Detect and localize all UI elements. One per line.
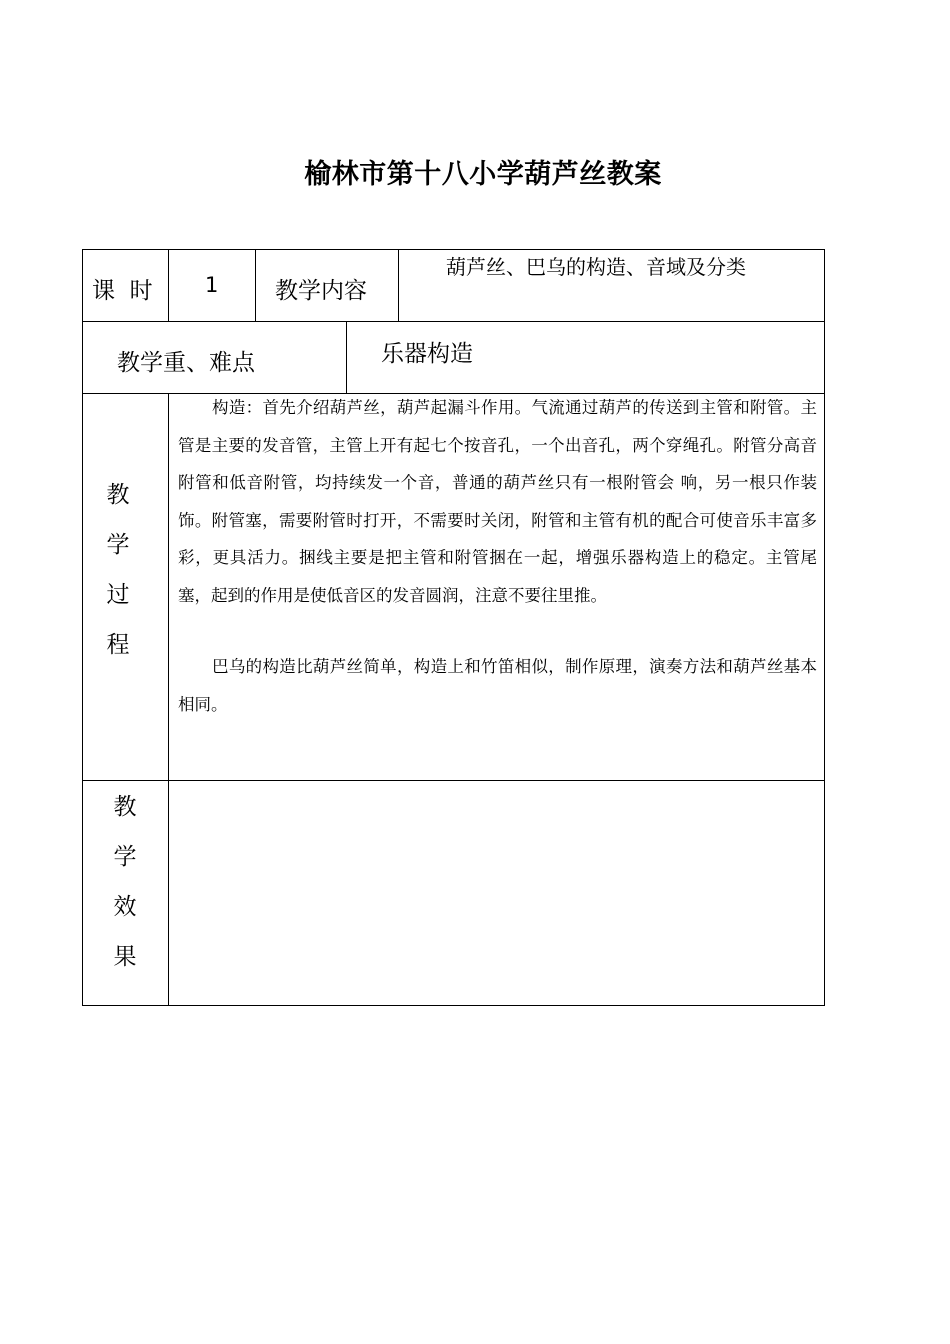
process-label — [98, 470, 138, 670]
process-label-char: 程 — [106, 632, 130, 658]
row1-divider-2 — [255, 249, 256, 322]
period-value: 1 — [205, 273, 219, 297]
content-label: 教学内容 — [275, 278, 367, 304]
process-label-char: 教 — [106, 482, 130, 508]
table-border-left — [82, 249, 83, 1006]
content-value: 葫芦丝、巴乌的构造、音域及分类 — [446, 255, 746, 279]
process-paragraph-1: 构造：首先介绍葫芦丝，葫芦起漏斗作用。气流通过葫芦的传送到主管和附管。主管是主要的发音管，主管上开有起七个按音孔，一个出音孔，两个穿绳孔。附管分高音附管和低音附管，均持续发一个音，普通的葫芦丝只有一根附管会 响，另一根只作装饰。附管塞，需要附管时打开，不需要时关闭，附管和主管有机的配合可使音乐丰富多彩，更具活力。捆线主要是把主管和附管捆在一起，增强乐器构造上的稳定。主管尾塞，起到的作用是使低音区的发音圆润，注意不要往里推。 — [178, 398, 817, 605]
effect-label-char: 果 — [113, 944, 137, 970]
focus-label: 教学重、难点 — [117, 350, 255, 376]
row2-divider — [346, 321, 347, 394]
effect-label-char: 教 — [113, 794, 137, 820]
period-label: 课 时 — [92, 278, 153, 304]
row3-4-divider — [168, 393, 169, 1006]
table-border-bottom — [82, 1005, 825, 1006]
effect-label-char: 效 — [113, 894, 137, 920]
effect-label — [105, 782, 145, 982]
table-border-top — [82, 249, 825, 250]
process-label-char: 学 — [106, 532, 130, 558]
table-border-row1 — [82, 321, 825, 322]
focus-value: 乐器构造 — [381, 341, 473, 367]
document-title: 榆林市第十八小学葫芦丝教案 — [304, 159, 662, 190]
row1-divider-1 — [168, 249, 169, 322]
process-label-char: 过 — [106, 582, 130, 608]
effect-label-char: 学 — [113, 844, 137, 870]
process-paragraph-2: 巴乌的构造比葫芦丝简单，构造上和竹笛相似，制作原理，演奏方法和葫芦丝基本相同。 — [178, 657, 817, 714]
table-border-row3 — [82, 780, 825, 781]
row1-divider-3 — [398, 249, 399, 322]
table-border-right — [824, 249, 825, 1006]
